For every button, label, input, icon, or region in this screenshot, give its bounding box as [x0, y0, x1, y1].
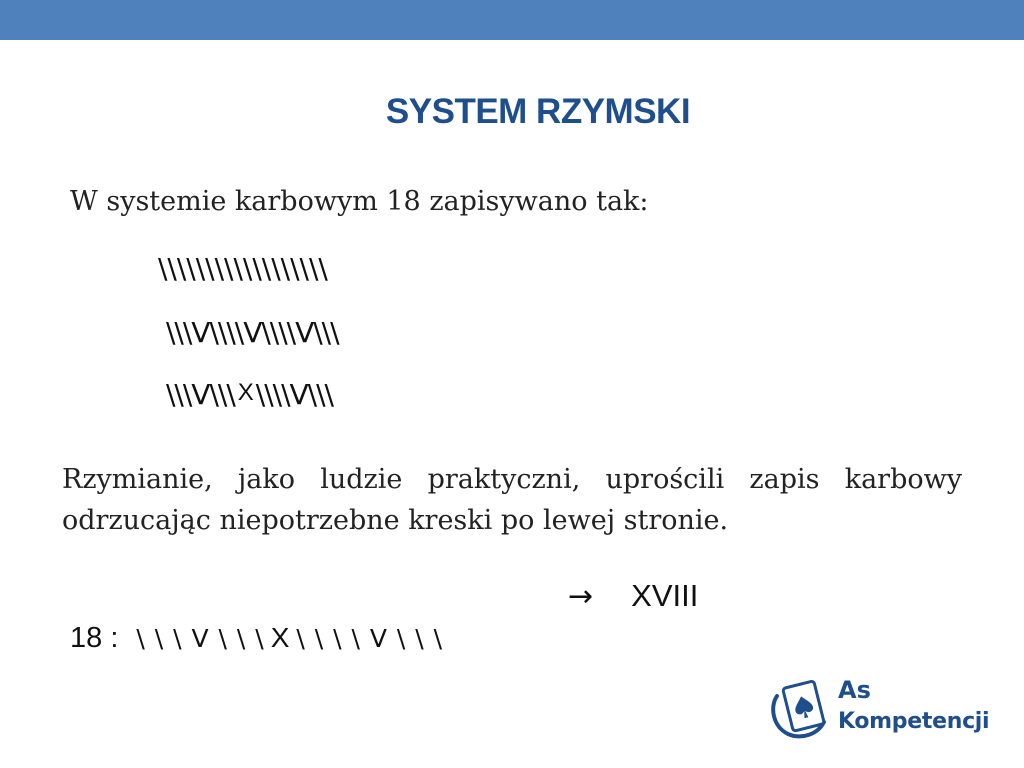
- tally-line-3: [166, 378, 333, 411]
- result-tally-line: [70, 622, 443, 655]
- roman-result-line: [568, 578, 698, 614]
- explanation-paragraph: Rzymianie, jako ludzie praktyczni, uprościli zapis karbowy odrzucając niepotrzebne kreski po lewej stronie.: [62, 464, 962, 536]
- result-tally-x-mark: X: [270, 622, 291, 653]
- roman-numeral-result: XVIII: [631, 578, 699, 613]
- logo-kompetencji: Kompetencji: [838, 709, 990, 734]
- result-label: 18 :: [70, 622, 119, 654]
- as-kompetencji-logo: [768, 672, 998, 744]
- tally-line-3-right: \\\\V\\\: [255, 378, 333, 411]
- tally-line-2: \\\V\\\\V\\\\V\\\: [166, 316, 339, 349]
- tally-line-3-left: \\\V\\\: [166, 378, 235, 411]
- right-arrow-icon: →: [568, 579, 594, 614]
- tally-line-1: \\\\\\\\\\\\\\\\\\: [158, 252, 328, 285]
- top-accent-bar: [0, 0, 1024, 40]
- result-tally: [136, 624, 443, 653]
- intro-text: W systemie karbowym 18 zapisywano tak:: [70, 186, 649, 217]
- tally-line-3-x-mark: X: [237, 379, 253, 406]
- logo-as: As: [838, 676, 871, 704]
- result-tally-left: \ \ \ V \ \ \: [136, 624, 265, 653]
- result-tally-right: \ \ \ \ V \ \ \: [296, 624, 444, 653]
- slide-title-text: SYSTEM RZYMSKI: [385, 92, 691, 131]
- logo-text: [838, 674, 989, 738]
- spade-card-icon: [768, 674, 832, 740]
- slide-title: [0, 92, 1024, 132]
